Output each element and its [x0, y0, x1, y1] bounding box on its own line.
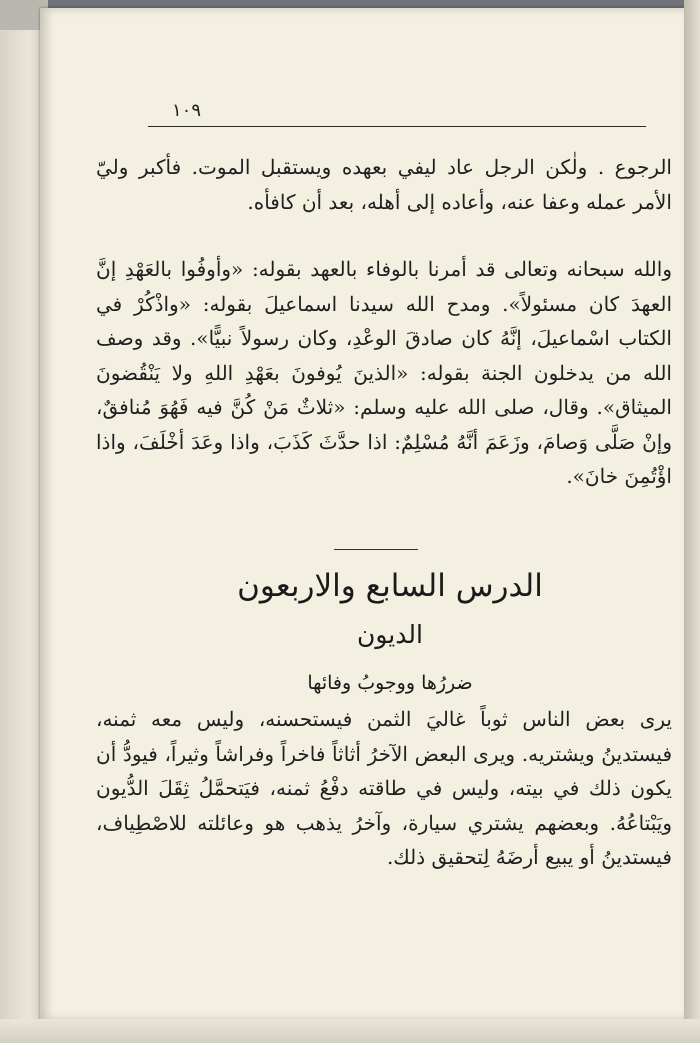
lesson-title: الدرس السابع والاربعون [237, 568, 543, 604]
section-divider [334, 549, 418, 550]
paragraph-1: الرجوع . ولٰكن الرجل عاد ليفي بعهده ويستقبل الموت. فأكبر وليّ الأمر عمله وعفا عنه، وأعاده إلى أهله، بعد أن كافأه. [96, 155, 672, 214]
paragraph-3: يرى بعض الناس ثوباً غاليَ الثمن فيستحسنه، وليس معه ثمنه، فيستدينُ ويشتريه. ويرى البعض الآخرُ أثاثاً فاخراً وفراشاً وثيراً، فيودُّ أن يكون ذلك في بيته، وليس في طاقته دفْعُ ثمنه، فيَتحمَّلُ ثِقَلَ الدُّيون ويَبْتاعُهُ. وبعضهم يشتري سيارة، وآخرُ يذهب هو وعائلته للاصْطِياف، فيستدينُ أو يبيع أرضَهُ لِتحقيق ذلك. [96, 707, 672, 869]
page-number: ١٠٩ [172, 100, 202, 121]
lesson-subtitle: الديون [357, 620, 423, 649]
page-bottom-edge [0, 1019, 700, 1043]
next-page-edge [684, 0, 700, 1043]
header-rule [148, 126, 646, 127]
paragraph-2: والله سبحانه وتعالى قد أمرنا بالوفاء بالعهد بقوله: «وأوفُوا بالعَهْدِ إنَّ العهدَ كان مسئولاً». ومدح الله سيدنا اسماعيلَ بقوله: «واذْكُرْ في الكتاب اسْماعيلَ، إنَّهُ كان صادقَ الوعْدِ، وكان رسولاً نبيًّا». وقد وصف الله من يدخلون الجنة بقوله: «الذينَ يُوفونَ بعَهْدِ اللهِ ولا يَنْقُضونَ الميثاق». وقال، صلى الله عليه وسلم: «ثلاثٌ مَنْ كُنَّ فيه فَهُوَ مُنافقٌ، وإنْ صَلَّى وَصامَ، وزَعَمَ أنَّهُ مُسْلِمٌ: اذا حدَّثَ كَذَبَ، واذا وعَدَ أخْلَفَ، واذا اؤْتُمِنَ خانَ». [96, 257, 672, 488]
lesson-caption: ضررُها ووجوبُ وفائها [307, 672, 473, 694]
